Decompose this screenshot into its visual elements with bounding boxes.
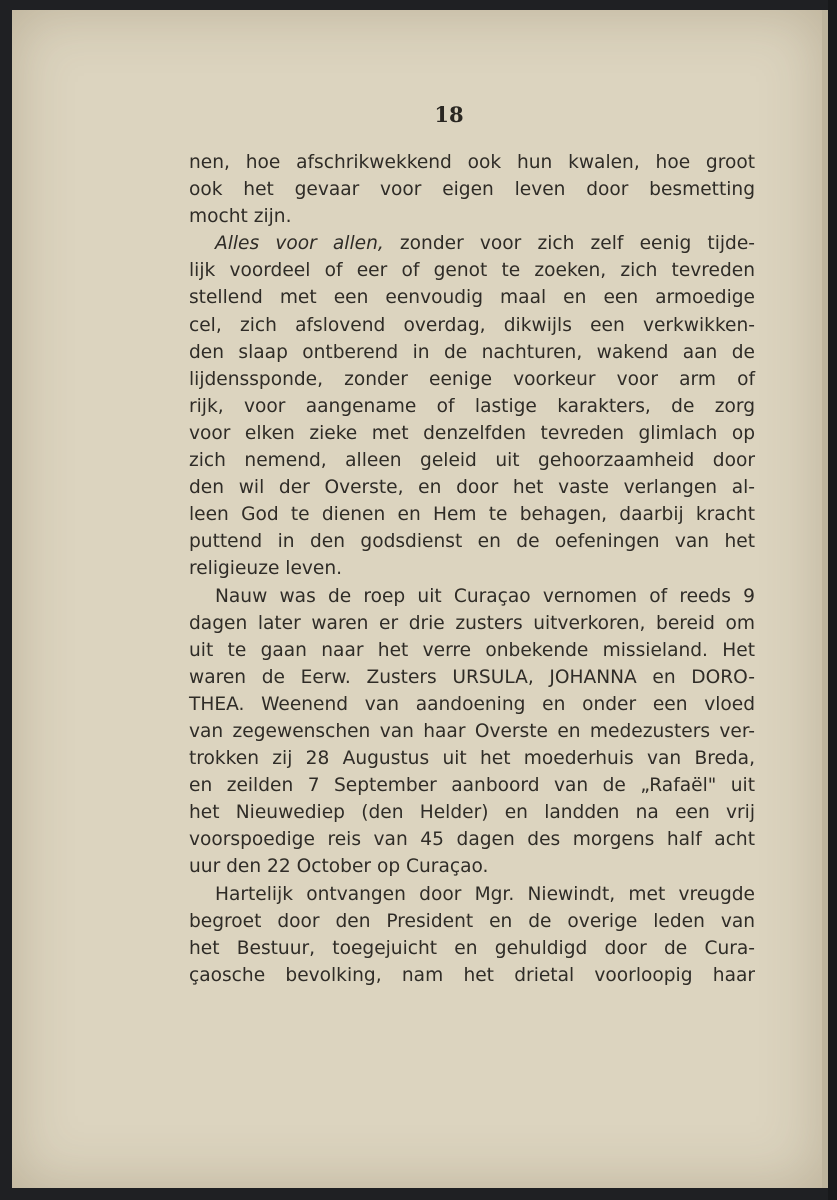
- text-line: trokken zij 28 Augustus uit het moederhuis van Breda,: [189, 748, 755, 770]
- text-line: çaosche bevolking, nam het drietal voorloopig haar: [189, 964, 755, 986]
- text-line: het Nieuwediep (den Helder) en landden na een vrij: [189, 802, 755, 824]
- text-line: rijk, voor aangename of lastige karakters, de zorg: [189, 395, 755, 417]
- text-line: puttend in den godsdienst en de oefeningen van het: [189, 531, 755, 553]
- text-line: Alles voor allen, zonder voor zich zelf eenig tijde-: [215, 233, 755, 255]
- text-line: lijk voordeel of eer of genot te zoeken, zich tevreden: [189, 260, 755, 282]
- text-line: mocht zijn.: [189, 206, 292, 228]
- background-shadow: [828, 0, 837, 1200]
- text-line: uit te gaan naar het verre onbekende missieland. Het: [189, 639, 755, 661]
- text-line: Hartelijk ontvangen door Mgr. Niewindt, met vreugde: [215, 883, 755, 905]
- text-line: voor elken zieke met denzelfden tevreden glimlach op: [189, 422, 755, 444]
- text-line: uur den 22 October op Curaçao.: [189, 856, 489, 878]
- text-line: Nauw was de roep uit Curaçao vernomen of reeds 9: [215, 585, 755, 607]
- text-line: en zeilden 7 September aanboord van de „Rafaël" uit: [189, 775, 755, 797]
- text-line: waren de Eerw. Zusters URSULA, JOHANNA en DORO-: [189, 666, 755, 688]
- text-line: dagen later waren er drie zusters uitverkoren, bereid om: [189, 612, 755, 634]
- text-line: leen God te dienen en Hem te behagen, daarbij kracht: [189, 504, 755, 526]
- text-line: lijdenssponde, zonder eenige voorkeur voor arm of: [189, 368, 755, 390]
- text-line: nen, hoe afschrikwekkend ook hun kwalen, hoe groot: [189, 152, 755, 173]
- text-line: den slaap ontberend in de nachturen, wakend aan de: [189, 341, 755, 363]
- page-number: 18: [434, 102, 464, 127]
- text-line: ook het gevaar voor eigen leven door besmetting: [189, 179, 755, 201]
- text-line: cel, zich afslovend overdag, dikwijls een verkwikken-: [189, 314, 755, 336]
- book-page: [12, 10, 822, 1188]
- text-line: stellend met een eenvoudig maal en een armoedige: [189, 287, 755, 309]
- text-line: begroet door den President en de overige leden van: [189, 910, 755, 932]
- text-line: voorspoedige reis van 45 dagen des morgens half acht: [189, 829, 755, 851]
- text-line: van zegewenschen van haar Overste en medezusters ver-: [189, 720, 755, 742]
- body-text: [189, 149, 755, 989]
- text-line: religieuze leven.: [189, 558, 343, 580]
- page-edge: [822, 10, 828, 1188]
- text-line: THEA. Weenend van aandoening en onder een vloed: [189, 693, 755, 715]
- text-line: het Bestuur, toegejuicht en gehuldigd door de Cura-: [189, 937, 755, 959]
- text-line: zich nemend, alleen geleid uit gehoorzaamheid door: [189, 450, 755, 472]
- text-line: den wil der Overste, en door het vaste verlangen al-: [189, 477, 755, 499]
